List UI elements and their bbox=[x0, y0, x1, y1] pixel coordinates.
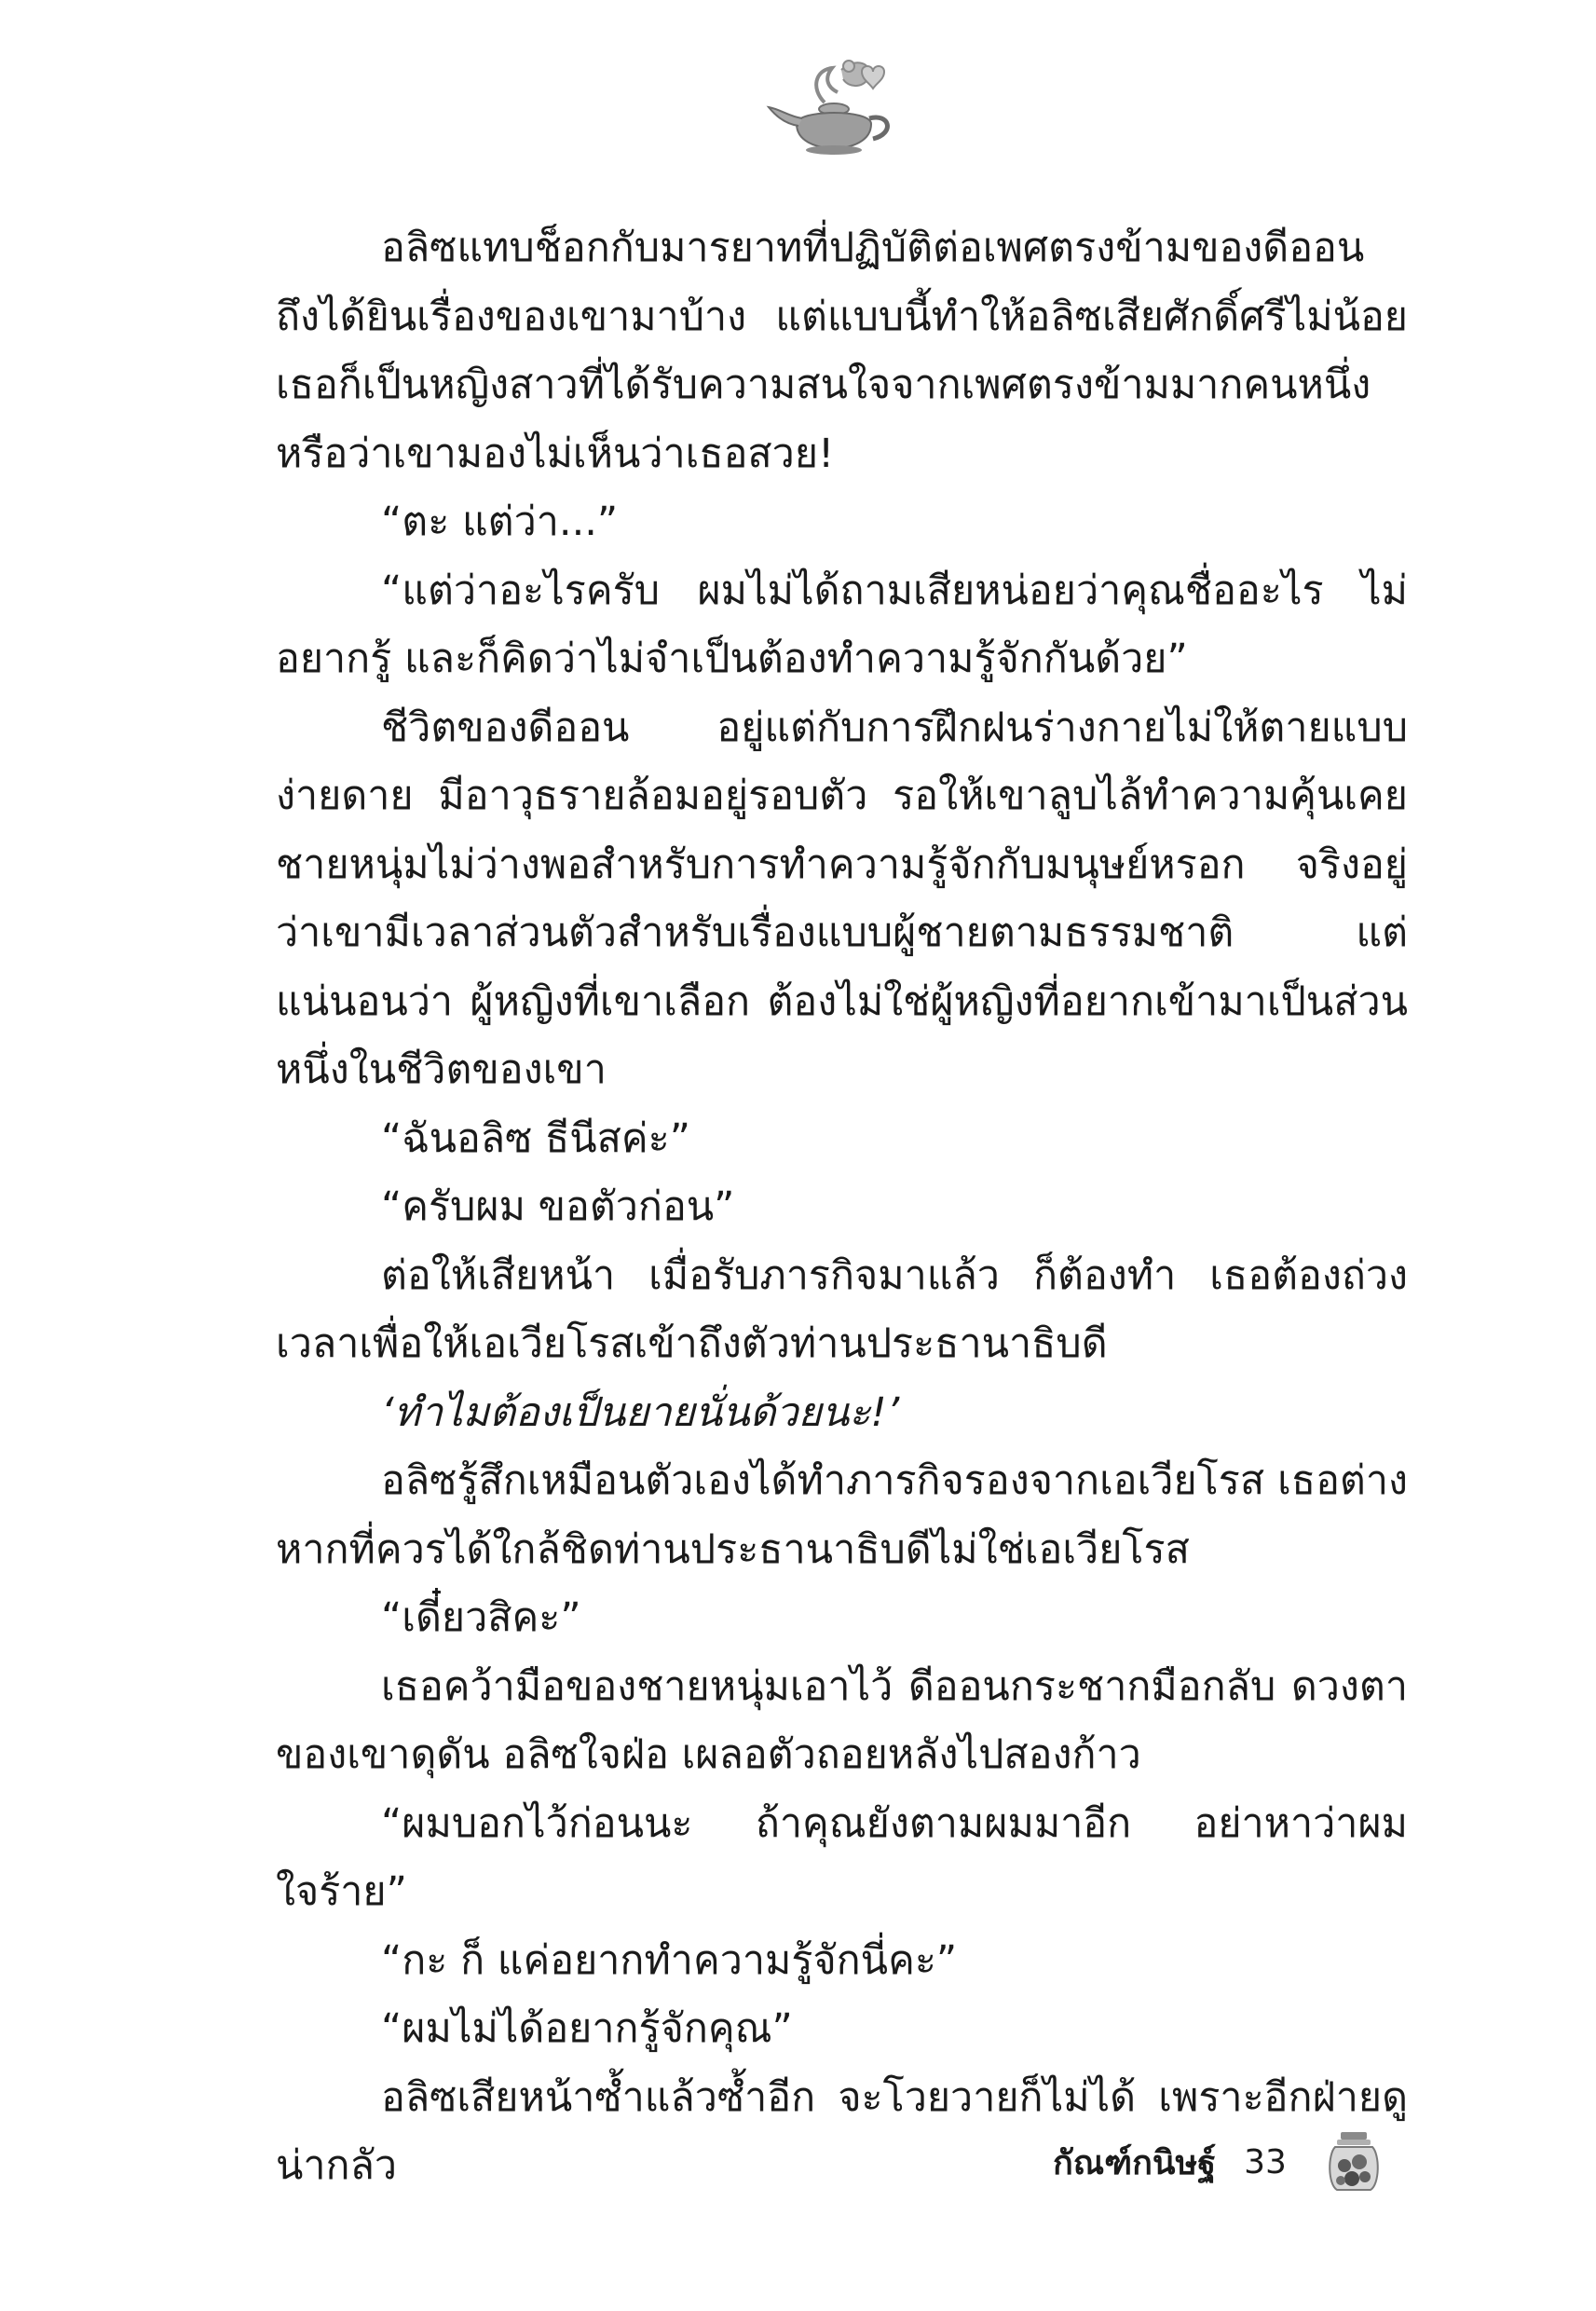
paragraph: “ผมไม่ได้อยากรู้จักคุณ” bbox=[381, 2005, 793, 2052]
paragraph: ‘ทำไมต้องเป็นยายนั่นด้วยนะ!’ bbox=[381, 1388, 900, 1436]
paragraph: อลิซรู้สึกเหมือนตัวเองได้ทำภารกิจรองจากเอเวียโรส เธอต่างหากที่ควรได้ใกล้ชิดท่านประธานาธิบดีไม่ใช่เอเวียโรส bbox=[276, 1457, 1408, 1573]
cupid-teapot-ornament-icon bbox=[759, 51, 899, 163]
paragraph: ต่อให้เสียหน้า เมื่อรับภารกิจมาแล้ว ก็ต้องทำ เธอต้องถ่วงเวลาเพื่อให้เอเวียโรสเข้าถึงตัวท่านประธานาธิบดี bbox=[276, 1251, 1408, 1367]
page-number: 33 bbox=[1244, 2142, 1287, 2181]
paragraph: “ผมบอกไว้ก่อนนะ ถ้าคุณยังตามผมมาอีก อย่าหาว่าผมใจร้าย” bbox=[276, 1799, 1408, 1915]
paragraph: “ตะ แต่ว่า...” bbox=[381, 499, 619, 545]
book-title: กัณฑ์กนิษฐ์ bbox=[1053, 2143, 1217, 2182]
paragraph: “กะ ก็ แค่อยากทำความรู้จักนี่คะ” bbox=[381, 1936, 958, 1984]
paragraph: อลิซแทบช็อกกับมารยาทที่ปฏิบัติต่อเพศตรงข้ามของดีออน ถึงได้ยินเรื่องของเขามาบ้าง แต่แบบนี้ทำให้อลิซเสียศักดิ์ศรีไม่น้อย เธอก็เป็นหญิงสาวที่ได้รับความสนใจจากเพศตรงข้ามมากคนหนึ่ง หรือว่าเขามองไม่เห็นว่าเธอสวย! bbox=[276, 225, 1408, 477]
paragraph: อลิซเสียหน้าซ้ำแล้วซ้ำอีก จะโวยวายก็ไม่ได้ เพราะอีกฝ่ายดูน่ากลัว bbox=[276, 2073, 1408, 2189]
paragraph: “แต่ว่าอะไรครับ ผมไม่ได้ถามเสียหน่อยว่าคุณชื่ออะไร ไม่อยากรู้ และก็คิดว่าไม่จำเป็นต้องทำความรู้จักกันด้วย” bbox=[276, 567, 1408, 682]
paragraph: เธอคว้ามือของชายหนุ่มเอาไว้ ดีออนกระชากมือกลับ ดวงตาของเขาดุดัน อลิซใจฝ่อ เผลอตัวถอยหลังไปสองก้าว bbox=[276, 1662, 1408, 1778]
paragraph: ชีวิตของดีออน อยู่แต่กับการฝึกฝนร่างกายไม่ให้ตายแบบง่ายดาย มีอาวุธรายล้อมอยู่รอบตัว รอให้เขาลูบไล้ทำความคุ้นเคย ชายหนุ่มไม่ว่างพอสำหรับการทำความรู้จักกับมนุษย์หรอก จริงอยู่ว่าเขามีเวลาส่วนตัวสำหรับเรื่องแบบผู้ชายตามธรรมชาติ แต่แน่นอนว่า ผู้หญิงที่เขาเลือก ต้องไม่ใช่ผู้หญิงที่อยากเข้ามาเป็นส่วนหนึ่งในชีวิตของเขา bbox=[276, 704, 1408, 1093]
body-text bbox=[276, 214, 1408, 2201]
cookie-jar-icon bbox=[1324, 2128, 1384, 2195]
paragraph: “ฉันอลิซ ธีนีสค่ะ” bbox=[381, 1114, 691, 1162]
paragraph: “ครับผม ขอตัวก่อน” bbox=[381, 1183, 735, 1230]
page-footer bbox=[1053, 2129, 1384, 2195]
paragraph: “เดี๋ยวสิคะ” bbox=[381, 1594, 581, 1641]
